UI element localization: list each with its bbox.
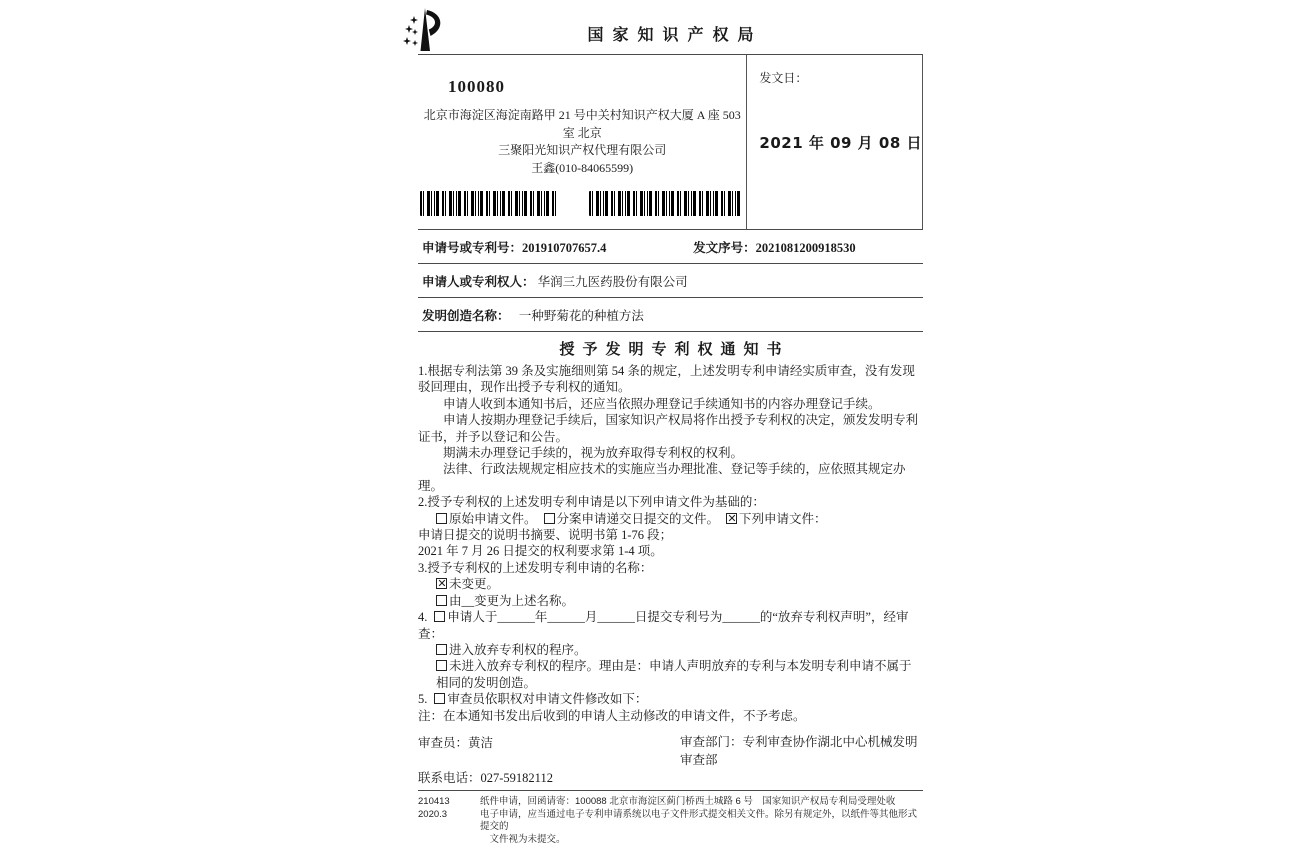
barcode-row xyxy=(420,191,743,216)
phone-line xyxy=(418,768,680,786)
item4-text: 申请人于______年______月______日提交专利号为______的“放弃专利权声明”，经审查： xyxy=(418,610,909,641)
recipient-address: 北京市海淀区海淀南路甲 21 号中关村知识产权大厦 A 座 503 室 北京 xyxy=(423,108,741,140)
option-unchanged-label: 未变更。 xyxy=(449,577,500,592)
option-entered-label: 进入放弃专利权的程序。 xyxy=(449,642,587,657)
app-number-value: 201910707657.4 xyxy=(522,241,607,255)
item3-lead: 3.授予专利权的上述发明专利申请的名称： xyxy=(418,560,653,575)
item1-paragraph: 申请人按期办理登记手续后，国家知识产权局将作出授予专利权的决定，颁发发明专利证书，并予以登记和公告。 xyxy=(418,413,919,444)
option-original-label: 原始申请文件。 xyxy=(449,511,537,526)
checkbox-abandon-statement xyxy=(434,611,445,622)
item5-number: 5. xyxy=(418,692,428,707)
examiner-name: 黄洁 xyxy=(468,736,494,750)
note-line: 注：在本通知书发出后收到的申请人主动修改的申请文件，不予考虑。 xyxy=(418,708,806,723)
issue-date-label: 发文日： xyxy=(759,71,808,85)
department-column xyxy=(680,733,923,786)
option-divisional-label: 分案申请递交日提交的文件。 xyxy=(556,511,720,526)
department-name: 专利审查协作湖北中心机械发明 xyxy=(742,735,918,749)
barcode-left xyxy=(420,191,558,216)
item2-options xyxy=(436,511,923,527)
patent-notice-document xyxy=(418,0,923,848)
footer-instructions xyxy=(480,796,923,846)
phone-label: 联系电话： xyxy=(418,771,481,785)
checkbox-following-documents-checked xyxy=(726,513,737,524)
item4-number: 4. xyxy=(418,610,428,625)
item4-line xyxy=(418,609,923,642)
checkbox-original-documents xyxy=(436,513,447,524)
phone-value: 027-59182112 xyxy=(480,771,553,785)
department-line-1 xyxy=(680,733,923,751)
notice-body xyxy=(418,363,923,724)
barcode-right xyxy=(589,191,743,216)
footer-form-codes xyxy=(418,796,480,846)
checkbox-not-entered-abandon-procedure xyxy=(436,660,447,671)
footer-code-2: 2020.3 xyxy=(418,808,448,820)
app-number-label: 申请号或专利号： xyxy=(422,241,523,255)
item4-option-entered xyxy=(436,642,923,658)
examiner-line xyxy=(418,733,680,751)
applicant-row xyxy=(418,264,923,298)
item2-detail: 2021 年 7 月 26 日提交的权利要求第 1-4 项。 xyxy=(418,544,663,559)
checkbox-divisional-documents xyxy=(544,513,555,524)
examiner-label: 审查员： xyxy=(418,736,469,750)
notice-title: 授予发明专利权通知书 xyxy=(559,342,790,358)
option-not-entered-label: 未进入放弃专利权的程序。理由是：申请人声明放弃的专利与本发明专利申请不属于相同的发明创造。 xyxy=(436,659,912,690)
item1-paragraph: 申请人收到本通知书后，还应当依照办理登记手续通知书的内容办理登记手续。 xyxy=(443,396,881,411)
footer-line-paper: 纸件申请，回函请寄：100088 北京市海淀区蓟门桥西土城路 6 号 国家知识产权局专利局受理处收 xyxy=(480,796,896,807)
recipient-block xyxy=(418,55,746,229)
item1-paragraph: 期满未办理登记手续的，视为放弃取得专利权的权利。 xyxy=(443,446,744,461)
issue-date-block xyxy=(746,55,923,229)
recipient-postcode: 100080 xyxy=(448,77,505,96)
item2-detail: 申请日提交的说明书摘要、说明书第 1-76 段； xyxy=(418,528,673,543)
footer-line-electronic-cont: 文件视为未提交。 xyxy=(489,833,566,845)
checkbox-name-unchanged-checked xyxy=(436,578,447,589)
checkbox-name-changed xyxy=(436,595,447,606)
applicant-value: 华润三九医药股份有限公司 xyxy=(537,275,688,289)
item1-paragraph: 1.根据专利法第 39 条及实施细则第 54 条的规定，上述发明专利申请经实质审查，没有发现驳回理由，现作出授予专利权的通知。 xyxy=(418,364,915,395)
item3-option-unchanged xyxy=(436,576,923,592)
agency-title: 国家知识产权局 xyxy=(587,27,763,44)
item5-line xyxy=(418,691,923,707)
serial-number-value: 2021081200918530 xyxy=(755,241,856,255)
footer-block xyxy=(418,790,923,846)
item1-paragraph: 法律、行政法规规定相应技术的实施应当办理批准、登记等手续的，应依照其规定办理。 xyxy=(418,462,906,493)
issue-date-value: 2021 年 09 月 08 日 xyxy=(759,134,922,152)
department-label: 审查部门： xyxy=(680,735,743,749)
masthead xyxy=(418,0,923,55)
examiner-column xyxy=(418,733,680,786)
item5-text: 审查员依职权对申请文件修改如下： xyxy=(447,692,648,707)
invention-label: 发明创造名称： xyxy=(422,309,510,323)
signature-block xyxy=(418,733,923,786)
serial-number-label: 发文序号： xyxy=(693,241,756,255)
invention-row xyxy=(418,298,923,332)
item2-lead: 2.授予专利权的上述发明专利申请是以下列申请文件为基础的： xyxy=(418,495,765,510)
item3-option-changed xyxy=(436,593,923,609)
department-line-2: 审查部 xyxy=(680,753,718,767)
invention-value: 一种野菊花的种植方法 xyxy=(518,309,644,323)
footer-code-1: 210413 xyxy=(418,796,450,807)
recipient-contact: 王鑫(010-84065599) xyxy=(531,160,634,175)
option-changed-label: 由__变更为上述名称。 xyxy=(449,593,575,608)
option-following-label: 下列申请文件： xyxy=(739,511,827,526)
applicant-label: 申请人或专利权人： xyxy=(422,275,535,289)
recipient-agent: 三聚阳光知识产权代理有限公司 xyxy=(498,143,667,157)
checkbox-entered-abandon-procedure xyxy=(436,644,447,655)
application-number-row xyxy=(418,230,923,264)
checkbox-examiner-amendment xyxy=(434,693,445,704)
item4-option-not-entered xyxy=(436,658,923,691)
footer-line-electronic: 电子申请，应当通过电子专利申请系统以电子文件形式提交相关文件。除另有规定外，以纸件等其他形式提交的 xyxy=(480,808,918,832)
address-date-box xyxy=(418,55,923,230)
